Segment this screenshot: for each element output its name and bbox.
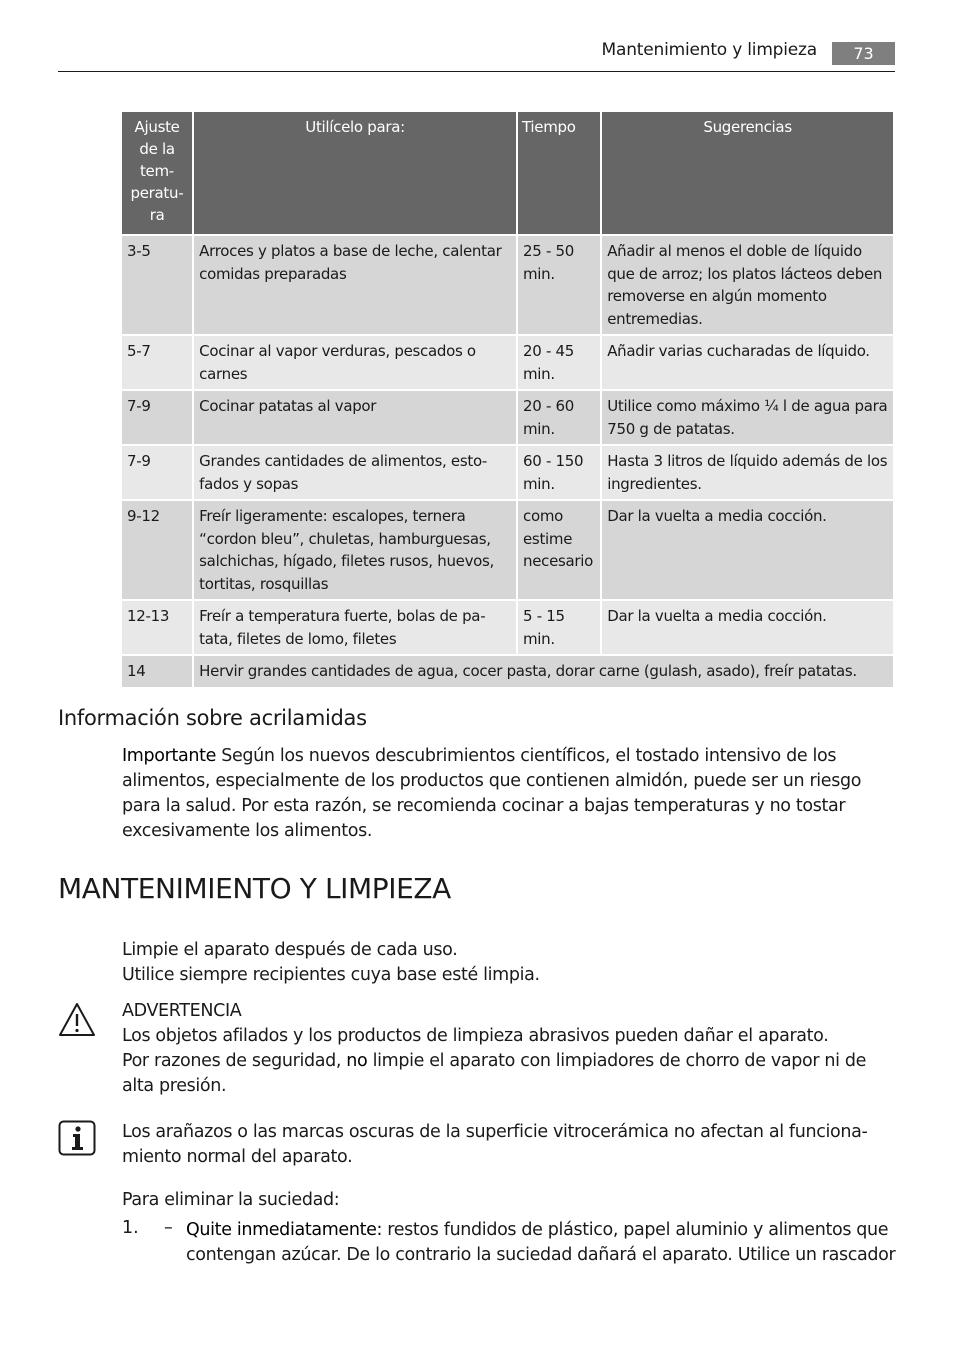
cell-use: Cocinar patatas al vapor xyxy=(194,391,516,444)
header-time: Tiempo xyxy=(518,112,600,234)
table-row xyxy=(122,336,893,389)
table-row xyxy=(122,601,893,654)
step-lead: Quite inmediatamente: xyxy=(186,1220,383,1240)
page-number: 73 xyxy=(832,42,895,65)
page-header xyxy=(58,40,895,72)
cell-setting: 12-13 xyxy=(122,601,192,654)
intro-line-2: Utilice siempre recipientes cuya base esté limpia. xyxy=(122,965,540,985)
cell-use: Cocinar al vapor verduras, pescados o carnes xyxy=(194,336,516,389)
cell-use: Freír ligeramente: escalopes, ternera “cordon bleu”, chuletas, hamburguesas, salchichas, hígado, filetes rusos, huevos, tortitas, rosquillas xyxy=(194,501,516,599)
cell-time: como estime necesario xyxy=(518,501,600,599)
cell-time: 20 - 60 min. xyxy=(518,391,600,444)
cell-setting: 9-12 xyxy=(122,501,192,599)
cell-tips: Dar la vuelta a media cocción. xyxy=(602,601,893,654)
cell-time: 5 - 15 min. xyxy=(518,601,600,654)
cell-use: Freír a temperatura fuerte, bolas de patata, filetes de lomo, filetes xyxy=(194,601,516,654)
table-row xyxy=(122,391,893,444)
cell-time: 60 - 150 min. xyxy=(518,446,600,499)
acrylamide-text: Según los nuevos descubrimientos científicos, el tostado intensivo de los alimentos, especialmente de los productos que contienen almidón, puede ser un riesgo para la salud. Por esta razón, se recomienda cocinar a bajas temperaturas y no tostar excesivamente los alimentos. xyxy=(122,746,862,841)
cell-use: Grandes cantidades de alimentos, estofados y sopas xyxy=(194,446,516,499)
cell-use: Arroces y platos a base de leche, calentar comidas preparadas xyxy=(194,236,516,334)
cell-tips: Añadir varias cucharadas de líquido. xyxy=(602,336,893,389)
acrylamide-heading: Información sobre acrilamidas xyxy=(58,706,367,730)
table-row xyxy=(122,501,893,599)
remove-dirt-label: Para eliminar la suciedad: xyxy=(122,1190,340,1210)
table-header-row xyxy=(122,112,893,234)
intro-line-1: Limpie el aparato después de cada uso. xyxy=(122,940,458,960)
maintenance-heading: MANTENIMIENTO Y LIMPIEZA xyxy=(58,872,451,905)
warning-text-2-end: limpie el aparato con limpiadores de chorro de vapor ni de alta presión. xyxy=(122,1051,867,1096)
warning-triangle-icon xyxy=(58,1002,96,1042)
cell-setting: 3-5 xyxy=(122,236,192,334)
info-icon xyxy=(58,1120,96,1160)
step-number: 1. xyxy=(122,1218,139,1238)
table-row xyxy=(122,236,893,334)
warning-title: ADVERTENCIA xyxy=(122,1001,242,1021)
cell-tips: Hasta 3 litros de líquido además de los ingredientes. xyxy=(602,446,893,499)
cell-setting: 7-9 xyxy=(122,446,192,499)
warning-text-1: Los objetos afilados y los productos de limpieza abrasivos pueden dañar el aparato. xyxy=(122,1026,829,1046)
cell-time: 25 - 50 min. xyxy=(518,236,600,334)
header-use: Utilícelo para: xyxy=(194,112,516,234)
important-label: Importante xyxy=(122,746,217,766)
cell-tips: Dar la vuelta a media cocción. xyxy=(602,501,893,599)
table-row xyxy=(122,446,893,499)
header-setting: Ajuste de la temperatura xyxy=(122,112,192,234)
acrylamide-paragraph xyxy=(122,744,897,844)
cell-tips: Utilice como máximo ¼ l de agua para 750 g de patatas. xyxy=(602,391,893,444)
cell-setting: 5-7 xyxy=(122,336,192,389)
step-body: restos fundidos de plástico, papel aluminio y alimentos que contengan azúcar. De lo contrario la suciedad dañará el aparato. Utilice un rascador xyxy=(186,1220,896,1265)
cell-tips: Añadir al menos el doble de líquido que de arroz; los platos lácteos deben removerse en algún momento entremedias. xyxy=(602,236,893,334)
info-text: Los arañazos o las marcas oscuras de la superficie vitrocerámica no afectan al funcionamiento normal del aparato. xyxy=(122,1122,868,1167)
warning-text-2 xyxy=(122,1049,897,1099)
warning-no: no xyxy=(346,1051,368,1071)
step-text xyxy=(186,1218,901,1268)
cell-setting: 7-9 xyxy=(122,391,192,444)
header-tips: Sugerencias xyxy=(602,112,893,234)
warning-text-2-start: Por razones de seguridad, xyxy=(122,1051,347,1071)
temperature-table xyxy=(120,110,895,689)
cell-time: 20 - 45 min. xyxy=(518,336,600,389)
cell-setting: 14 xyxy=(122,656,192,687)
cell-use-merged: Hervir grandes cantidades de agua, cocer pasta, dorar carne (gulash, asado), freír patatas. xyxy=(194,656,893,687)
section-title: Mantenimiento y limpieza xyxy=(601,40,817,60)
table-row xyxy=(122,656,893,687)
step-dash: – xyxy=(164,1218,173,1238)
